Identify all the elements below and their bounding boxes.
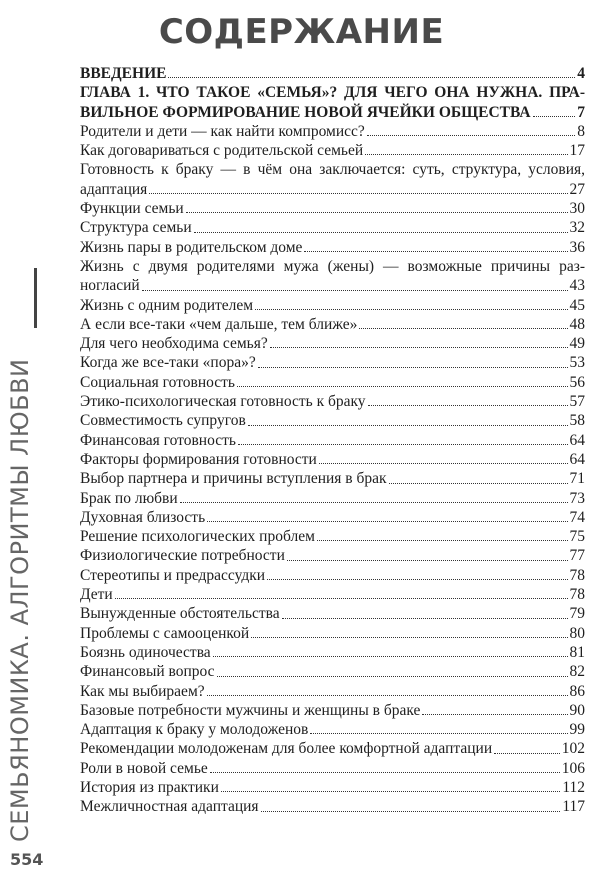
leader-dots — [261, 811, 561, 812]
toc-entry-title: Межличностная адаптация — [80, 798, 259, 816]
toc-page-number: 74 — [569, 508, 585, 526]
leader-dots — [168, 77, 575, 78]
toc-entry-title: Структура семьи — [80, 219, 192, 237]
toc-entry — [80, 469, 585, 488]
toc-entry — [80, 141, 585, 160]
toc-page-number: 77 — [569, 547, 585, 565]
toc-page-number: 106 — [561, 759, 585, 777]
toc-entry — [80, 720, 585, 739]
toc-entry — [80, 662, 585, 681]
leader-dots — [255, 309, 567, 310]
toc-page-number: 78 — [569, 586, 585, 604]
leader-dots — [217, 676, 568, 677]
toc-page-number: 30 — [569, 200, 585, 218]
toc-page-number: 117 — [562, 798, 585, 816]
toc-entry-title: Жизнь с одним родителем — [80, 296, 254, 314]
toc-page-number: 64 — [569, 431, 585, 449]
leader-dots — [221, 791, 560, 792]
toc-page-number: 99 — [569, 721, 585, 739]
toc-page-number: 4 — [577, 65, 585, 82]
toc-page-number: 57 — [569, 393, 585, 411]
toc-page-number: 7 — [577, 103, 585, 121]
toc-entry-title: Вынужденные обстоятельства — [80, 605, 280, 623]
leader-dots — [258, 367, 568, 368]
toc-entry-title: Решение психологических проблем — [80, 528, 315, 546]
toc-entry — [80, 411, 585, 430]
toc-page-number: 75 — [569, 528, 585, 546]
toc-entry-title-line2: ВИЛЬНОЕ ФОРМИРОВАНИЕ НОВОЙ ЯЧЕЙКИ ОБЩЕСТВА — [80, 103, 531, 121]
toc-page-number: 64 — [569, 450, 585, 468]
toc-entry — [80, 546, 585, 565]
toc-entry-title-line1: ГЛАВА 1. ЧТО ТАКОЕ «СЕМЬЯ»? ДЛЯ ЧЕГО ОНА НУЖНА. ПРА- — [80, 84, 585, 102]
toc-page-number: 86 — [569, 682, 585, 700]
toc-entry — [80, 238, 585, 257]
table-of-contents — [80, 64, 585, 817]
toc-entry — [80, 508, 585, 527]
toc-entry — [80, 83, 585, 122]
toc-page-number: 49 — [569, 335, 585, 353]
toc-entry-title: Как мы выбираем? — [80, 682, 205, 700]
leader-dots — [287, 560, 568, 561]
toc-page-number: 58 — [569, 412, 585, 430]
leader-dots — [310, 733, 567, 734]
toc-entry-title: Совместимость супругов — [80, 412, 246, 430]
toc-page-number: 48 — [569, 315, 585, 333]
toc-entry-title: Рекомендации молодоженам для более комфортной адаптации — [80, 740, 493, 758]
toc-entry-last-line — [80, 276, 585, 295]
leader-dots — [359, 328, 567, 329]
toc-entry — [80, 296, 585, 315]
leader-dots — [213, 656, 568, 657]
toc-entry-title: ВВЕДЕНИЕ — [80, 65, 167, 82]
toc-entry-title: Этико-психологическая готовность к браку — [80, 393, 366, 411]
toc-page-number: 102 — [561, 740, 585, 758]
leader-dots — [180, 502, 568, 503]
toc-entry — [80, 353, 585, 372]
leader-dots — [210, 772, 560, 773]
toc-entry — [80, 315, 585, 334]
leader-dots — [389, 483, 568, 484]
toc-entry-title: Дети — [80, 586, 113, 604]
toc-entry-title-line1: Жизнь с двумя родителями мужа (жены) — возможные причины раз- — [80, 257, 585, 275]
leader-dots — [194, 232, 568, 233]
leader-dots — [238, 444, 568, 445]
toc-entry-title: Роли в новой семье — [80, 759, 208, 777]
toc-entry — [80, 218, 585, 237]
toc-entry-title: Как договариваться с родительской семьей — [80, 142, 364, 160]
leader-dots — [304, 251, 567, 252]
toc-entry-title: А если все-таки «чем дальше, тем ближе» — [80, 315, 358, 333]
leader-dots — [207, 521, 567, 522]
toc-page-number: 56 — [569, 373, 585, 391]
toc-page-number: 71 — [569, 470, 585, 488]
toc-entry-title: Жизнь пары в родительском доме — [80, 238, 303, 256]
toc-page-number: 32 — [569, 219, 585, 237]
toc-entry-title: Финансовая готовность — [80, 431, 236, 449]
leader-dots — [317, 540, 568, 541]
toc-entry-title: Родители и дети — как найти компромисс? — [80, 122, 365, 140]
toc-page-number: 53 — [569, 354, 585, 372]
toc-entry — [80, 392, 585, 411]
toc-entry — [80, 604, 585, 623]
toc-entry — [80, 489, 585, 508]
toc-page-number: 80 — [569, 624, 585, 642]
toc-entry — [80, 122, 585, 141]
toc-page-number: 90 — [569, 701, 585, 719]
leader-dots — [142, 290, 568, 291]
leader-dots — [237, 386, 568, 387]
toc-entry-title: Брак по любви — [80, 489, 178, 507]
toc-entry — [80, 643, 585, 662]
toc-entry — [80, 566, 585, 585]
leader-dots — [251, 637, 567, 638]
toc-page-number: 36 — [569, 238, 585, 256]
toc-entry — [80, 527, 585, 546]
toc-page-number: 78 — [569, 566, 585, 584]
toc-page-number: 17 — [569, 142, 585, 160]
toc-entry — [80, 624, 585, 643]
leader-dots — [368, 405, 568, 406]
toc-entry — [80, 778, 585, 797]
leader-dots — [319, 463, 568, 464]
toc-entry — [80, 334, 585, 353]
leader-dots — [248, 425, 568, 426]
page-title: СОДЕРЖАНИЕ — [158, 12, 445, 52]
leader-dots — [422, 714, 567, 715]
toc-entry — [80, 257, 585, 296]
leader-dots — [267, 579, 567, 580]
leader-dots — [149, 193, 567, 194]
toc-entry-title: Базовые потребности мужчины и женщины в браке — [80, 701, 421, 719]
toc-entry-title: Физиологические потребности — [80, 547, 285, 565]
toc-entry — [80, 739, 585, 758]
toc-entry-title: Адаптация к браку у молодоженов — [80, 721, 309, 739]
toc-entry-title: История из практики — [80, 778, 219, 796]
leader-dots — [533, 116, 576, 117]
toc-page-number: 45 — [569, 296, 585, 314]
toc-page-number: 79 — [569, 605, 585, 623]
book-title-vertical: СЕМЬЯНОМИКА. АЛГОРИТМЫ ЛЮБВИ — [6, 358, 34, 842]
toc-entry-title: Финансовый вопрос — [80, 663, 215, 681]
toc-entry — [80, 373, 585, 392]
toc-entry-title: Когда же все-таки «пора»? — [80, 354, 256, 372]
side-rule — [34, 268, 37, 328]
toc-entry — [80, 64, 585, 83]
toc-page-number: 81 — [569, 643, 585, 661]
leader-dots — [367, 135, 575, 136]
toc-entry — [80, 199, 585, 218]
toc-entry-title: Для чего необходима семья? — [80, 335, 268, 353]
toc-page-number: 8 — [577, 122, 585, 140]
leader-dots — [365, 154, 567, 155]
leader-dots — [115, 598, 568, 599]
leader-dots — [186, 212, 568, 213]
toc-page-number: 43 — [569, 277, 585, 295]
toc-entry-title: Функции семьи — [80, 200, 184, 218]
toc-entry-title: Выбор партнера и причины вступления в брак — [80, 470, 387, 488]
toc-page-number: 27 — [569, 180, 585, 198]
toc-entry — [80, 682, 585, 701]
toc-entry — [80, 160, 585, 199]
toc-page-number: 112 — [562, 778, 585, 796]
leader-dots — [494, 753, 560, 754]
toc-entry-title: Социальная готовность — [80, 373, 235, 391]
toc-entry-title: Стереотипы и предрассудки — [80, 566, 266, 584]
toc-entry — [80, 450, 585, 469]
toc-entry-title-line2: адаптация — [80, 180, 148, 198]
toc-entry — [80, 759, 585, 778]
toc-entry — [80, 701, 585, 720]
leader-dots — [282, 618, 568, 619]
page-number: 554 — [10, 850, 44, 869]
toc-page-number: 73 — [569, 489, 585, 507]
toc-entry — [80, 431, 585, 450]
leader-dots — [270, 347, 568, 348]
toc-page-number: 82 — [569, 663, 585, 681]
toc-entry-title: Духовная близость — [80, 508, 206, 526]
toc-entry — [80, 797, 585, 816]
toc-entry — [80, 585, 585, 604]
toc-entry-title: Факторы формирования готовности — [80, 450, 317, 468]
toc-entry-title: Боязнь одиночества — [80, 643, 211, 661]
toc-entry-last-line — [80, 180, 585, 199]
toc-entry-last-line — [80, 103, 585, 122]
toc-entry-title: Проблемы с самооценкой — [80, 624, 250, 642]
toc-entry-title-line2: ногласий — [80, 277, 140, 295]
leader-dots — [207, 695, 568, 696]
toc-entry-title-line1: Готовность к браку — в чём она заключается: суть, структура, условия, — [80, 161, 585, 179]
